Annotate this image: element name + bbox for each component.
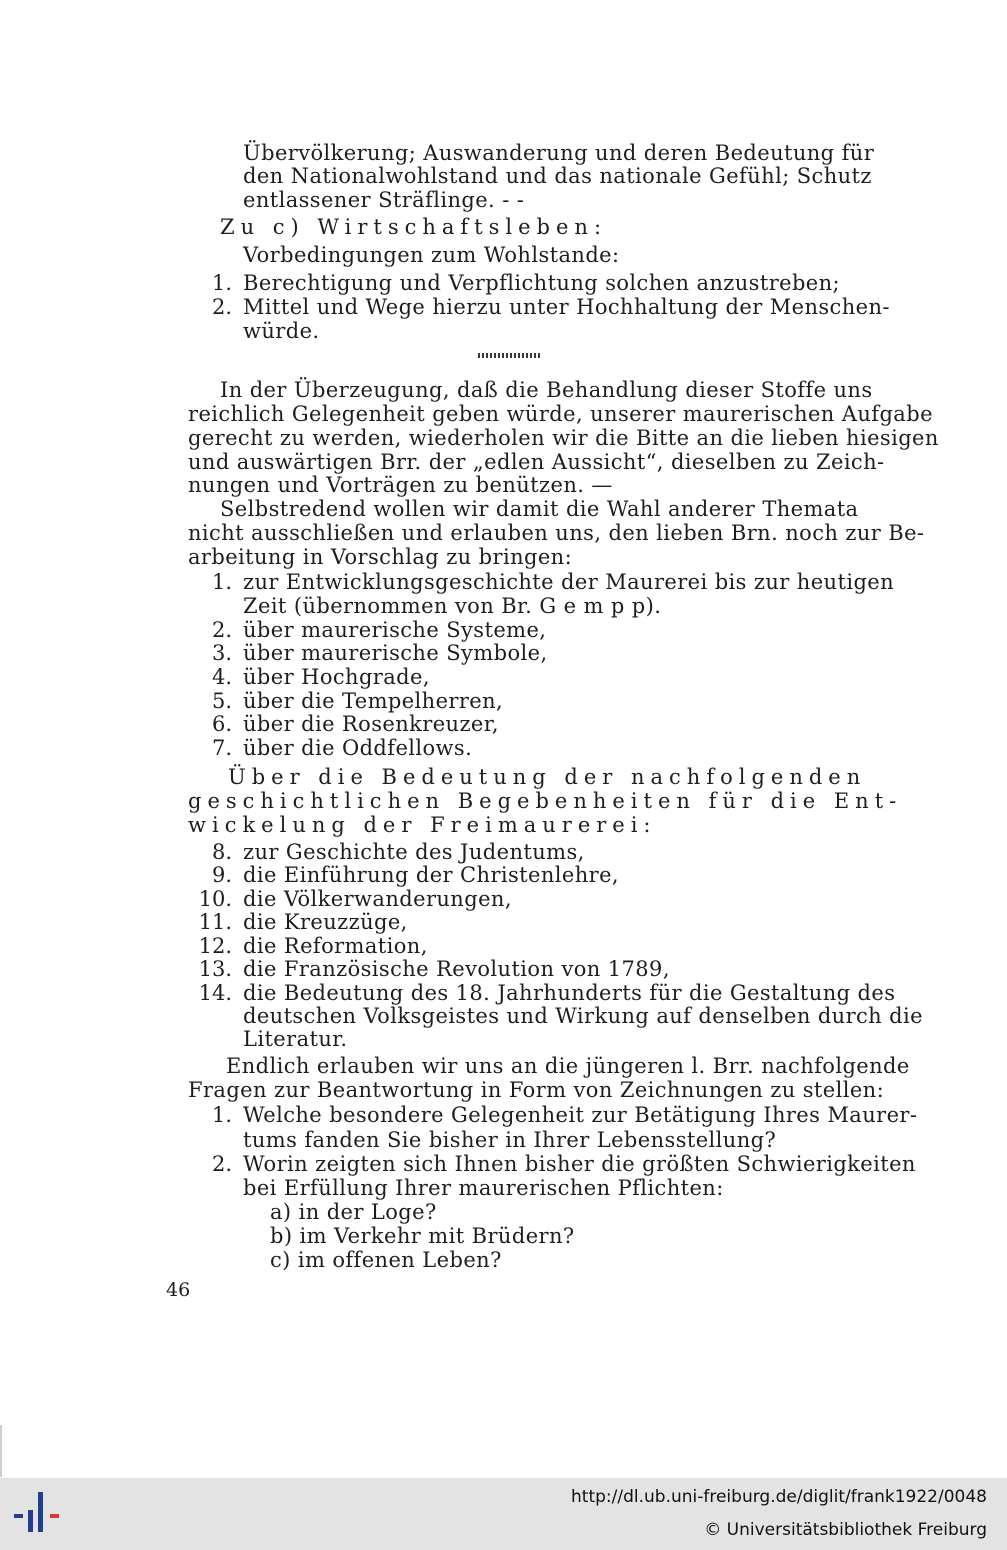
list-number: 11. — [198, 910, 232, 934]
section-divider — [478, 353, 540, 358]
list-item: über die Rosenkreuzer, — [243, 712, 499, 736]
list-item-continuation: würde. — [243, 319, 320, 343]
page-number: 46 — [166, 1279, 191, 1301]
text-line: nungen und Vorträgen zu benützen. — — [188, 473, 613, 497]
text-line: Übervölkerung; Auswanderung und deren Bedeutung für — [243, 141, 875, 165]
list-number: 2. — [211, 1152, 232, 1176]
list-number: 8. — [211, 840, 232, 864]
text-line: arbeitung in Vorschlag zu bringen: — [188, 545, 573, 569]
list-number: 9. — [211, 863, 232, 887]
text-line: Vorbedingungen zum Wohlstande: — [243, 243, 620, 267]
text-line: reichlich Gelegenheit geben würde, unserer maurerischen Aufgabe — [188, 402, 933, 426]
list-item: die Reformation, — [243, 934, 428, 958]
list-item: über die Tempelherren, — [243, 689, 504, 713]
list-number: 7. — [211, 736, 232, 760]
list-item: die Völkerwanderungen, — [243, 887, 512, 911]
section-heading: Zu c) Wirtschaftsleben: — [220, 215, 608, 239]
text-line: und auswärtigen Brr. der „edlen Aussicht“, dieselben zu Zeich- — [188, 450, 885, 474]
library-logo-icon — [14, 1492, 66, 1538]
list-number: 1. — [211, 570, 232, 594]
list-item: die Einführung der Christenlehre, — [243, 863, 619, 887]
list-item: zur Entwicklungsgeschichte der Maurerei bis zur heutigen — [243, 570, 895, 594]
list-number: 1. — [211, 271, 232, 295]
text-line: Endlich erlauben wir uns an die jüngeren l. Brr. nachfolgende — [226, 1054, 910, 1078]
list-item-continuation: Literatur. — [243, 1027, 348, 1051]
scan-edge — [0, 1425, 2, 1477]
list-number: 2. — [211, 618, 232, 642]
list-number: 2. — [211, 295, 232, 319]
viewer-footer — [0, 1478, 1007, 1550]
sub-item: c) im offenen Leben? — [270, 1248, 502, 1272]
list-item: Berechtigung und Verpflichtung solchen anzustreben; — [243, 271, 841, 295]
spaced-heading-line: geschichtlichen Begebenheiten für die Ent- — [188, 789, 903, 813]
text-line: Selbstredend wollen wir damit die Wahl anderer Themata — [220, 497, 859, 521]
text-line: In der Überzeugung, daß die Behandlung dieser Stoffe uns — [220, 378, 873, 402]
list-item: über die Oddfellows. — [243, 736, 473, 760]
list-item: Worin zeigten sich Ihnen bisher die größten Schwierigkeiten — [243, 1152, 916, 1176]
list-item: die Bedeutung des 18. Jahrhunderts für die Gestaltung des — [243, 981, 896, 1005]
spaced-heading-line: wickelung der Freimaurerei: — [188, 813, 657, 837]
list-item: die Französische Revolution von 1789, — [243, 957, 670, 981]
list-number: 10. — [198, 887, 232, 911]
text-line: nicht ausschließen und erlauben uns, den lieben Brn. noch zur Be- — [188, 521, 925, 545]
list-number: 3. — [211, 641, 232, 665]
list-number: 14. — [198, 981, 232, 1005]
list-number: 13. — [198, 957, 232, 981]
list-item: zur Geschichte des Judentums, — [243, 840, 585, 864]
list-item: über Hochgrade, — [243, 665, 430, 689]
page-url-link[interactable]: http://dl.ub.uni-freiburg.de/diglit/frank1922/0048 — [571, 1487, 987, 1507]
list-item-continuation: Zeit (übernommen von Br. G e m p p). — [243, 594, 662, 618]
list-item: über maurerische Symbole, — [243, 641, 548, 665]
list-item: über maurerische Systeme, — [243, 618, 547, 642]
spaced-heading-line: Über die Bedeutung der nachfolgenden — [228, 765, 867, 789]
text-line: Fragen zur Beantwortung in Form von Zeichnungen zu stellen: — [188, 1078, 885, 1102]
copyright-notice: © Universitätsbibliothek Freiburg — [704, 1520, 987, 1540]
sub-item: b) im Verkehr mit Brüdern? — [270, 1224, 575, 1248]
list-item-continuation: bei Erfüllung Ihrer maurerischen Pflichten: — [243, 1176, 724, 1200]
list-item-continuation: deutschen Volksgeistes und Wirkung auf denselben durch die — [243, 1004, 923, 1028]
text-line: gerecht zu werden, wiederholen wir die Bitte an die lieben hiesigen — [188, 426, 939, 450]
list-item: Mittel und Wege hierzu unter Hochhaltung der Menschen- — [243, 295, 890, 319]
list-number: 5. — [211, 689, 232, 713]
list-number: 12. — [198, 934, 232, 958]
sub-item: a) in der Loge? — [270, 1200, 437, 1224]
text-line: entlassener Sträflinge. - - — [243, 188, 525, 212]
text-line: den Nationalwohlstand und das nationale Gefühl; Schutz — [243, 164, 872, 188]
list-number: 4. — [211, 665, 232, 689]
list-item: Welche besondere Gelegenheit zur Betätigung Ihres Maurer- — [243, 1103, 918, 1127]
list-item: die Kreuzzüge, — [243, 910, 408, 934]
list-number: 1. — [211, 1103, 232, 1127]
list-number: 6. — [211, 712, 232, 736]
list-item-continuation: tums fanden Sie bisher in Ihrer Lebensstellung? — [243, 1128, 777, 1152]
